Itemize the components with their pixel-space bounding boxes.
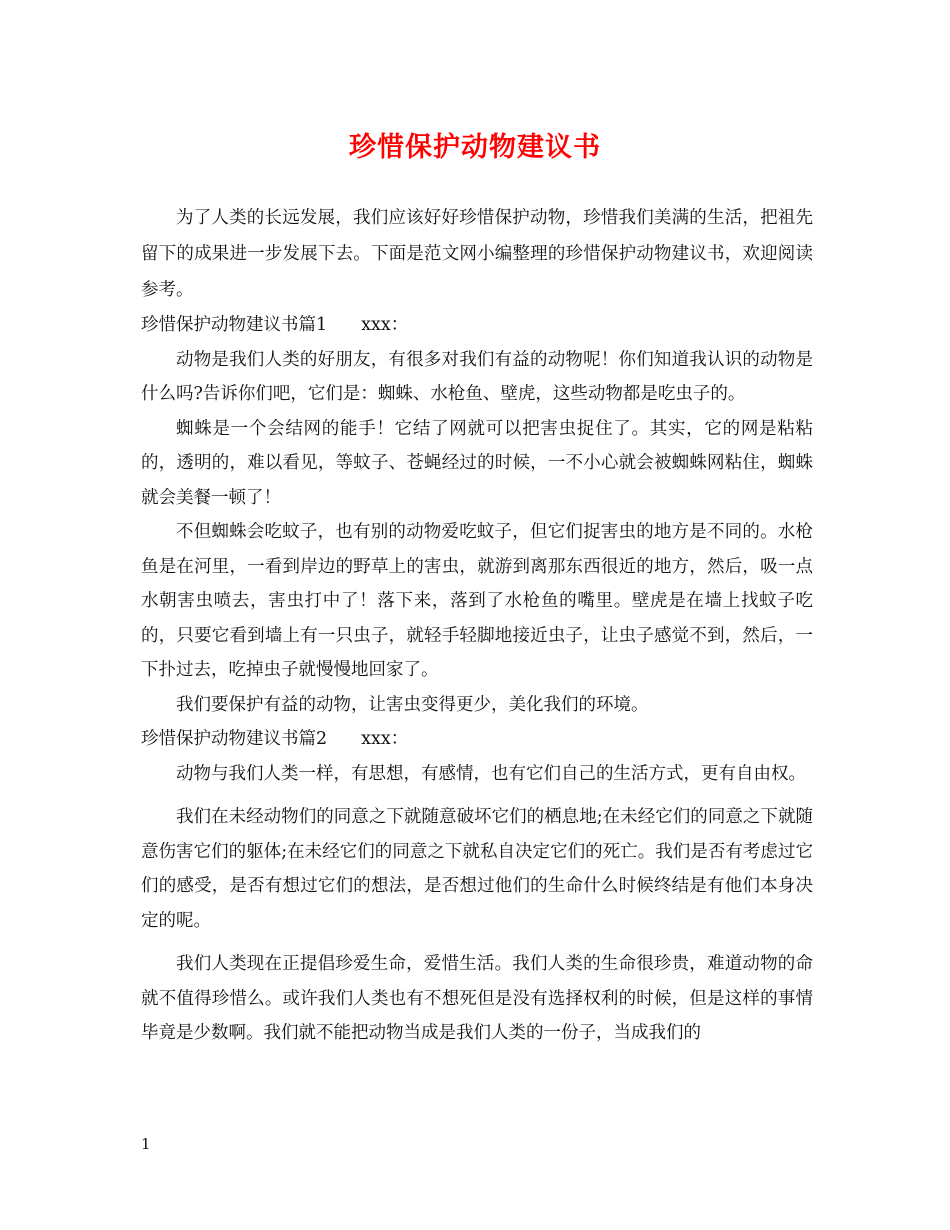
paragraph: 我们人类现在正提倡珍爱生命，爱惜生活。我们人类的生命很珍贵，难道动物的命就不值得珍惜么。或许我们人类也有不想死但是没有选择权利的时候，但是这样的事情毕竟是少数啊。我们就不能把动物当成是我们人类的一份子，当成我们的	[141, 954, 813, 1043]
section-heading-1	[141, 308, 813, 343]
paragraph: 动物是我们人类的好朋友，有很多对我们有益的动物呢！你们知道我认识的动物是什么吗?告诉你们吧，它们是：蜘蛛、水枪鱼、壁虎，这些动物都是吃虫子的。	[141, 349, 813, 404]
salutation: xxx：	[361, 729, 409, 749]
document-body	[141, 200, 813, 1051]
intro-paragraph: 为了人类的长远发展，我们应该好好珍惜保护动物，珍惜我们美满的生活，把祖先留下的成果进一步发展下去。下面是范文网小编整理的珍惜保护动物建议书，欢迎阅读参考。	[141, 208, 813, 300]
paragraph-gap	[141, 938, 813, 947]
section-heading-2	[141, 722, 813, 757]
paragraph: 不但蜘蛛会吃蚊子，也有别的动物爱吃蚊子，但它们捉害虫的地方是不同的。水枪鱼是在河里，一看到岸边的野草上的害虫，就游到离那东西很近的地方，然后，吸一点水朝害虫喷去，害虫打中了！落下来，落到了水枪鱼的嘴里。壁虎是在墙上找蚊子吃的，只要它看到墙上有一只虫子，就轻手轻脚地接近虫子，让虫子感觉不到，然后，一下扑过去，吃掉虫子就慢慢地回家了。	[141, 522, 813, 680]
paragraph: 我们在未经动物们的同意之下就随意破坏它们的栖息地;在未经它们的同意之下就随意伤害它们的躯体;在未经它们的同意之下就私自决定它们的死亡。我们是否有考虑过它们的感受，是否有想过它们的想法，是否想过他们的生命什么时候终结是有他们本身决定的呢。	[141, 807, 813, 931]
page-number: 1	[141, 1135, 151, 1153]
section-title: 珍惜保护动物建议书篇2	[141, 729, 328, 749]
paragraph: 我们要保护有益的动物，让害虫变得更少，美化我们的环境。	[176, 694, 649, 715]
paragraph: 动物与我们人类一样，有思想，有感情，也有它们自己的生活方式，更有自由权。	[176, 763, 806, 784]
salutation: xxx：	[361, 315, 409, 335]
paragraph-gap	[141, 791, 813, 800]
section-title: 珍惜保护动物建议书篇1	[141, 315, 328, 335]
document-title: 珍惜保护动物建议书	[349, 132, 601, 163]
paragraph: 蜘蛛是一个会结网的能手！它结了网就可以把害虫捉住了。其实，它的网是粘粘的，透明的，难以看见，等蚊子、苍蝇经过的时候，一不小心就会被蜘蛛网粘住，蜘蛛就会美餐一顿了！	[141, 418, 813, 508]
